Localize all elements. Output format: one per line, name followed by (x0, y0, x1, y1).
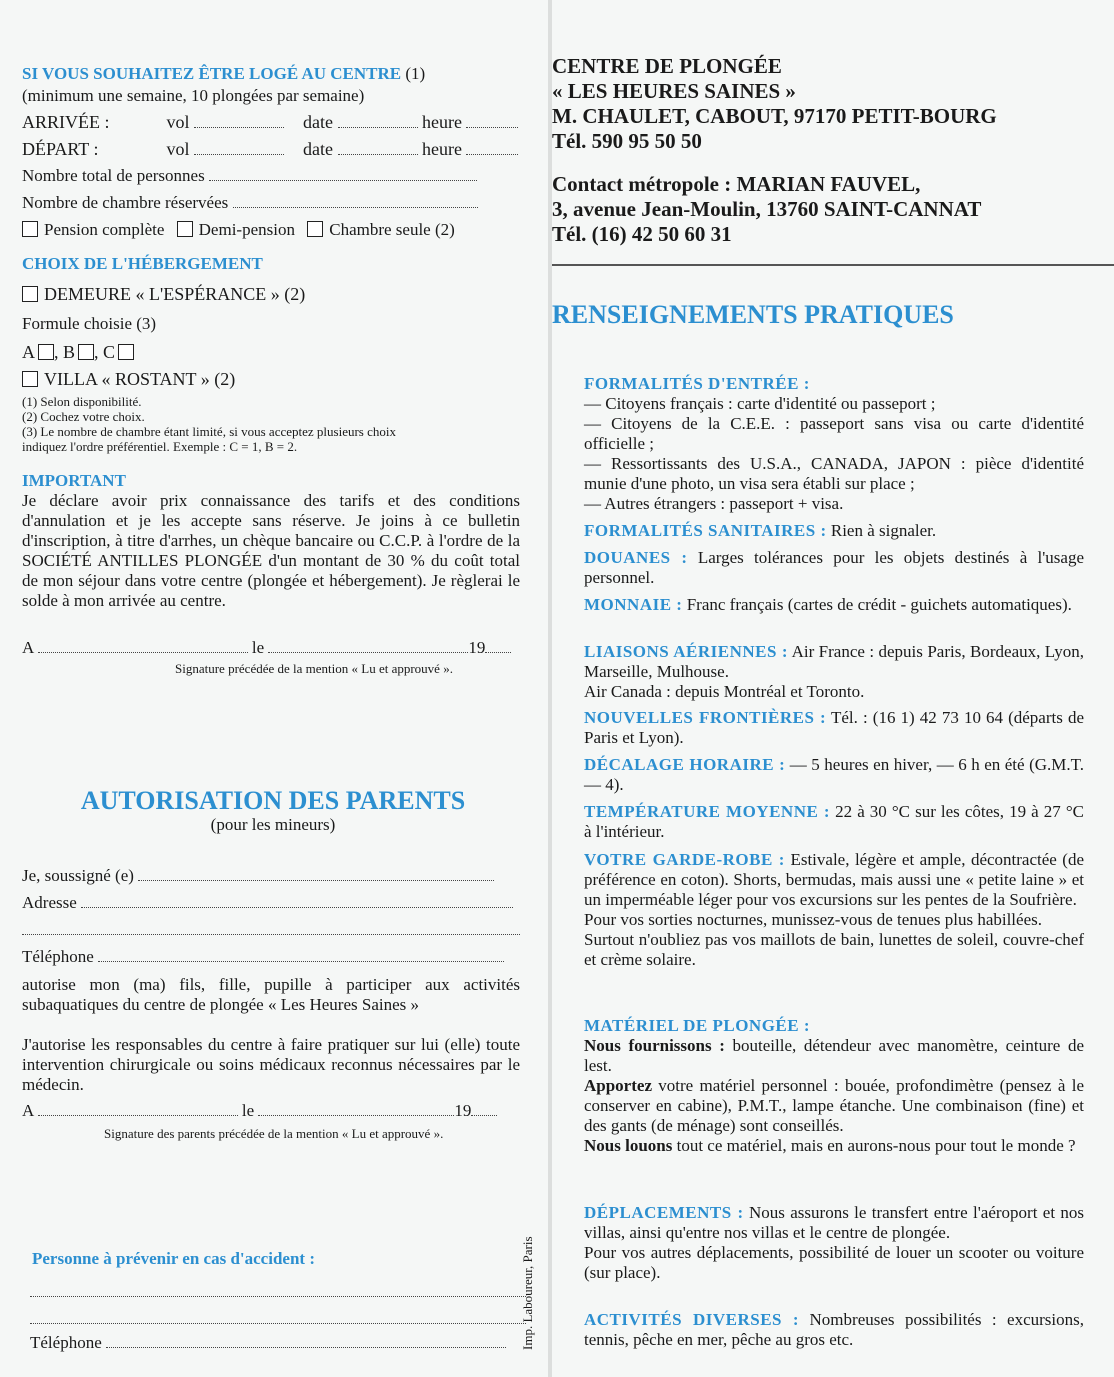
transport-text-2: Pour vos autres déplacements, possibilité de louer un scooter ou voiture (sur place). (584, 1243, 1084, 1282)
parents-phone-field[interactable] (98, 947, 504, 962)
wardrobe-text: Estivale, légère et ample, décontractée (de préférence en coton). Shorts, bermudas, mais aussi une « petite laine » et un imperméable léger pour vos excursions sur les pentes de la Soufrière. (584, 850, 1084, 909)
center-header (552, 54, 1114, 154)
lodging-heading: SI VOUS SOUHAITEZ ÊTRE LOGÉ AU CENTRE (22, 64, 402, 83)
parents-a-label: A (22, 1101, 34, 1120)
currency-text: Franc français (cartes de crédit - guichets automatiques). (686, 595, 1072, 614)
footnote-2: (2) Cochez votre choix. (22, 409, 145, 424)
arrival-row (22, 112, 524, 132)
equipment-provided (584, 1036, 1084, 1076)
section-transport (584, 1203, 1084, 1283)
formula-label: Formule choisie (3) (22, 314, 157, 333)
rooms-label: Nombre de chambre réservées (22, 193, 229, 212)
rooms-row (22, 193, 524, 213)
entry-item-1: — Citoyens français : carte d'identité ou passeport ; (584, 394, 936, 413)
parents-heading: AUTORISATION DES PARENTS (80, 786, 466, 815)
parents-year-label: 19 (454, 1101, 472, 1120)
undersigned-label: Je, soussigné (e) (22, 866, 134, 885)
address-row (22, 893, 524, 913)
header-divider (552, 264, 1114, 266)
arrival-vol-field[interactable] (194, 113, 284, 128)
section-health (584, 521, 1084, 541)
lodging-subtitle: (minimum une semaine, 10 plongées par semaine) (22, 86, 365, 105)
address-label: Adresse (22, 893, 77, 912)
wardrobe-text-3: Surtout n'oubliez pas vos maillots de bain, lunettes de soleil, couvre-chef et crème solaire. (584, 930, 1084, 969)
departure-heure-field[interactable] (466, 140, 518, 155)
address-field[interactable] (81, 893, 513, 908)
departure-date-label: date (303, 139, 333, 159)
footnote-1: (1) Selon disponibilité. (22, 394, 142, 409)
departure-heure-label: heure (422, 139, 462, 159)
transport-text: Nous assurons le transfert entre l'aéroport et nos villas, ainsi qu'entre nos villas et le centre de plongée. (584, 1203, 1084, 1242)
health-text: Rien à signaler. (830, 521, 937, 540)
section-entry (584, 374, 1084, 514)
lodging-heading-note: (1) (405, 64, 426, 83)
section-wardrobe (584, 850, 1084, 970)
customs-text: Larges tolérances pour les objets destinés à l'usage personnel. (584, 548, 1084, 587)
parents-le-label: le (241, 1101, 255, 1120)
equipment-heading: MATÉRIEL DE PLONGÉE : (584, 1016, 811, 1035)
wardrobe-heading: VOTRE GARDE-ROBE : (584, 850, 785, 869)
emergency-heading: Personne à prévenir en cas d'accident : (32, 1249, 315, 1268)
section-temperature (584, 802, 1084, 842)
villa-checkbox[interactable] (22, 371, 38, 387)
health-heading: FORMALITÉS SANITAIRES : (584, 521, 827, 540)
metro-contact-address: 3, avenue Jean-Moulin, 13760 SAINT-CANNAT (552, 197, 982, 221)
half-board-checkbox[interactable] (177, 221, 193, 237)
parents-place-date-row (22, 1101, 524, 1121)
important-place-field[interactable] (38, 638, 248, 653)
parents-phone-label: Téléphone (22, 947, 94, 966)
equipment-provided-label: Nous fournissons : (584, 1036, 725, 1055)
undersigned-row (22, 866, 524, 886)
center-phone: Tél. 590 95 50 50 (552, 129, 702, 153)
departure-vol-field[interactable] (194, 140, 284, 155)
parents-date-field[interactable] (258, 1101, 454, 1116)
villa-row (22, 369, 524, 389)
emergency-phone-field[interactable] (106, 1333, 506, 1348)
formula-c-label: , C (94, 342, 116, 362)
formula-a-checkbox[interactable] (38, 344, 54, 360)
footnote-3b: indiquez l'ordre préférentiel. Exemple : C = 1, B = 2. (22, 439, 298, 454)
formula-c-checkbox[interactable] (118, 344, 134, 360)
arrival-label: ARRIVÉE : (22, 112, 110, 132)
undersigned-field[interactable] (138, 866, 494, 881)
important-date-field[interactable] (268, 638, 468, 653)
important-a-label: A (22, 638, 34, 657)
emergency-phone-row (30, 1333, 524, 1353)
section-customs (584, 548, 1084, 588)
total-persons-label: Nombre total de personnes (22, 166, 205, 185)
rooms-field[interactable] (233, 193, 478, 208)
timezone-text: — 5 heures en hiver, — 6 h en été (G.M.T. — 4). (584, 755, 1084, 794)
nf-heading: NOUVELLES FRONTIÈRES : (584, 708, 827, 727)
important-year-field[interactable] (485, 638, 511, 653)
board-options-row (22, 220, 524, 240)
parents-year-field[interactable] (471, 1101, 497, 1116)
formula-options (22, 342, 524, 362)
equipment-bring-label: Apportez (584, 1076, 652, 1095)
departure-date-field[interactable] (338, 140, 418, 155)
important-le-label: le (251, 638, 265, 657)
section-timezone (584, 755, 1084, 795)
equipment-bring (584, 1076, 1084, 1136)
emergency-name-field-2[interactable] (30, 1309, 526, 1324)
arrival-date-field[interactable] (338, 113, 418, 128)
total-persons-row (22, 166, 524, 186)
metro-contact (552, 172, 1114, 247)
flights-text: Air France : depuis Paris, Bordeaux, Lyon, Marseille, Mulhouse. (584, 642, 1084, 681)
address-field-2[interactable] (22, 920, 520, 935)
emergency-row-2 (30, 1309, 524, 1329)
equipment-provided-text: bouteille, détendeur avec manomètre, ceinture de lest. (584, 1036, 1084, 1075)
flights-text-2: Air Canada : depuis Montréal et Toronto. (584, 682, 865, 701)
room-only-label: Chambre seule (2) (329, 220, 455, 239)
equipment-rent-text: tout ce matériel, mais en aurons-nous pour tout le monde ? (676, 1136, 1076, 1155)
nf-text: Tél. : (16 1) 42 73 10 64 (départs de Paris et Lyon). (584, 708, 1084, 747)
important-text: Je déclare avoir prix connaissance des tarifs et des conditions d'annulation et je les accepte sans réserve. Je joins à ce bulletin d'inscription, à titre d'arrhes, un chèque bancaire ou C.C.P. à l'ordre de la SOCIÉTÉ ANTILLES PLONGÉE d'un montant de 30 % du coût total de mon séjour dans votre centre (plongée et hébergement). Je règlerai le solde à mon arrivée au centre. (22, 491, 520, 610)
metro-contact-phone: Tél. (16) 42 50 60 31 (552, 222, 732, 246)
emergency-phone-label: Téléphone (30, 1333, 102, 1352)
printer-credit: Imp. Laboureur, Paris (520, 1236, 535, 1350)
demeure-row (22, 284, 524, 304)
departure-vol-label: vol (166, 139, 190, 159)
temperature-heading: TEMPÉRATURE MOYENNE : (584, 802, 831, 821)
entry-item-4: — Autres étrangers : passeport + visa. (584, 494, 844, 513)
equipment-bring-text: votre matériel personnel : bouée, profondimètre (pensez à le conserver en cabine), P.M.T., lampe étanche. Une combinaison (fine) et des gants (de ménage) sont conseillés. (584, 1076, 1085, 1135)
half-board-label: Demi-pension (198, 220, 295, 239)
customs-heading: DOUANES : (584, 548, 688, 567)
important-place-date-row (22, 638, 524, 658)
flights-heading: LIAISONS AÉRIENNES : (584, 642, 789, 661)
equipment-rent-label: Nous louons (584, 1136, 673, 1155)
important-year-label: 19 (468, 638, 486, 657)
room-only-checkbox[interactable] (307, 221, 323, 237)
arrival-vol-label: vol (166, 112, 190, 132)
villa-label: VILLA « ROSTANT » (2) (44, 369, 236, 389)
form-page (0, 0, 548, 1377)
important-signature-note: Signature précédée de la mention « Lu et approuvé ». (175, 661, 453, 676)
temperature-text: 22 à 30 °C sur les côtes, 19 à 27 °C à l'intérieur. (584, 802, 1084, 841)
arrival-date-label: date (303, 112, 333, 132)
parents-phone-row (22, 947, 524, 967)
section-flights (584, 642, 1084, 702)
center-subname: « LES HEURES SAINES » (552, 79, 796, 103)
accommodation-heading: CHOIX DE L'HÉBERGEMENT (22, 254, 263, 273)
important-heading: IMPORTANT (22, 471, 126, 490)
parents-medical-text: J'autorise les responsables du centre à faire pratiquer sur lui (elle) toute intervention chirurgicale ou soins médicaux reconnus nécessaires par le médecin. (22, 1035, 520, 1094)
parents-subheading: (pour les mineurs) (210, 815, 336, 834)
entry-item-3: — Ressortissants des U.S.A., CANADA, JAPON : pièce d'identité munie d'une photo, un visa sera établi sur place ; (584, 454, 1084, 493)
arrival-heure-field[interactable] (466, 113, 518, 128)
activities-text: Nombreuses possibilités : excursions, tennis, pêche en mer, pêche au gros etc. (584, 1310, 1084, 1349)
formula-b-checkbox[interactable] (78, 344, 94, 360)
emergency-row (30, 1282, 524, 1302)
section-equipment (584, 1016, 1084, 1156)
center-name: CENTRE DE PLONGÉE (552, 54, 782, 78)
section-currency (584, 595, 1084, 615)
formula-b-label: , B (54, 342, 76, 362)
total-persons-field[interactable] (209, 166, 477, 181)
parents-authorization-text: autorise mon (ma) fils, fille, pupille à participer aux activités subaquatiques du centre de plongée « Les Heures Saines » (22, 975, 520, 1014)
wardrobe-text-2: Pour vos sorties nocturnes, munissez-vous de tenues plus habillées. (584, 910, 1042, 929)
lodging-heading-line (22, 64, 524, 84)
demeure-checkbox[interactable] (22, 286, 38, 302)
transport-heading: DÉPLACEMENTS : (584, 1203, 744, 1222)
center-address: M. CHAULET, CABOUT, 97170 PETIT-BOURG (552, 104, 997, 128)
activities-heading: ACTIVITÉS DIVERSES : (584, 1310, 800, 1329)
formula-a-label: A (22, 342, 35, 362)
arrival-heure-label: heure (422, 112, 462, 132)
equipment-rent (584, 1136, 1084, 1156)
parents-signature-note: Signature des parents précédée de la mention « Lu et approuvé ». (104, 1126, 444, 1141)
parents-place-field[interactable] (38, 1101, 238, 1116)
metro-contact-name: Contact métropole : MARIAN FAUVEL, (552, 172, 921, 196)
departure-row (22, 139, 524, 159)
entry-item-2: — Citoyens de la C.E.E. : passeport sans visa ou carte d'identité officielle ; (584, 414, 1084, 453)
full-board-label: Pension complète (44, 220, 165, 239)
timezone-heading: DÉCALAGE HORAIRE : (584, 755, 786, 774)
address-row-2 (22, 920, 524, 940)
entry-heading: FORMALITÉS D'ENTRÉE : (584, 374, 810, 393)
footnote-3a: (3) Le nombre de chambre étant limité, si vous acceptez plusieurs choix (22, 424, 396, 439)
departure-label: DÉPART : (22, 139, 99, 159)
demeure-label: DEMEURE « L'ESPÉRANCE » (2) (44, 284, 306, 304)
section-nouvelles-frontieres (584, 708, 1084, 748)
practical-info-title: RENSEIGNEMENTS PRATIQUES (552, 300, 954, 329)
section-activities (584, 1310, 1084, 1350)
full-board-checkbox[interactable] (22, 221, 38, 237)
emergency-name-field[interactable] (30, 1282, 526, 1297)
currency-heading: MONNAIE : (584, 595, 683, 614)
